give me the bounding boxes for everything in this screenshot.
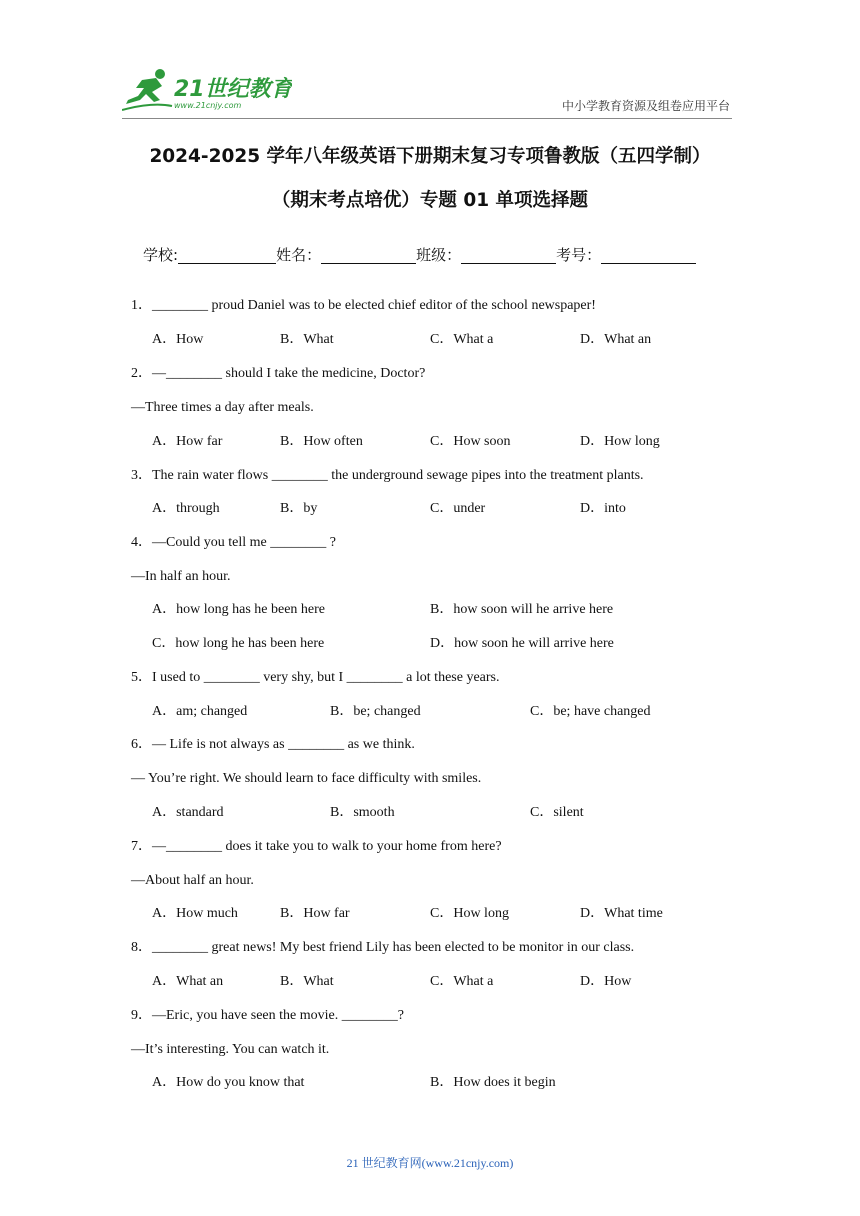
name-blank[interactable]: [321, 244, 416, 264]
option-b[interactable]: B．How does it begin: [430, 1075, 556, 1090]
option-d[interactable]: D．into: [580, 501, 626, 516]
footer-link[interactable]: 21 世纪教育网(www.21cnjy.com): [346, 1156, 514, 1170]
option-c[interactable]: C．silent: [530, 805, 584, 820]
question-stem: 3．The rain water flows ________ the underground sewage pipes into the treatment plants.: [131, 468, 644, 483]
question-answer-line: —About half an hour.: [131, 873, 254, 888]
student-info: [143, 244, 696, 265]
option-a[interactable]: A．How do you know that: [152, 1075, 305, 1090]
option-d[interactable]: D．How: [580, 974, 632, 989]
option-c[interactable]: C．What a: [430, 332, 494, 347]
option-d[interactable]: D．How long: [580, 434, 660, 449]
option-b[interactable]: B．How far: [280, 906, 350, 921]
class-label: 班级：: [416, 246, 462, 264]
number-blank[interactable]: [601, 244, 696, 264]
page-subtitle: （期末考点培优）专题 01 单项选择题: [271, 190, 589, 211]
option-a[interactable]: A．What an: [152, 974, 224, 989]
option-b[interactable]: B．What: [280, 974, 334, 989]
option-c[interactable]: C．How soon: [430, 434, 511, 449]
option-b[interactable]: B．how soon will he arrive here: [430, 602, 614, 617]
option-c[interactable]: C．be; have changed: [530, 704, 651, 719]
option-b[interactable]: B．smooth: [330, 805, 395, 820]
question-stem: 1．________ proud Daniel was to be elected chief editor of the school newspaper!: [131, 298, 596, 313]
option-b[interactable]: B．What: [280, 332, 334, 347]
option-a[interactable]: A．am; changed: [152, 704, 248, 719]
number-label: 考号：: [556, 246, 602, 264]
option-b[interactable]: B．by: [280, 501, 318, 516]
question-stem: 2．—________ should I take the medicine, Doctor?: [131, 366, 426, 381]
question-stem: 8．________ great news! My best friend Lily has been elected to be monitor in our class.: [131, 940, 635, 955]
question-stem: 7．—________ does it take you to walk to your home from here?: [131, 839, 502, 854]
option-b[interactable]: B．How often: [280, 434, 363, 449]
platform-label: 中小学教育资源及组卷应用平台: [561, 99, 730, 113]
option-a[interactable]: A．standard: [152, 805, 224, 820]
option-c[interactable]: C．how long he has been here: [152, 636, 325, 651]
option-a[interactable]: A．How much: [152, 906, 238, 921]
option-d[interactable]: D．What an: [580, 332, 652, 347]
question-answer-line: —Three times a day after meals.: [131, 400, 314, 415]
question-answer-line: — You’re right. We should learn to face difficulty with smiles.: [131, 771, 482, 786]
runner-icon: [122, 66, 292, 116]
option-d[interactable]: D．What time: [580, 906, 663, 921]
option-c[interactable]: C．under: [430, 501, 486, 516]
school-label: 学校:: [143, 246, 179, 264]
name-label: 姓名：: [276, 246, 322, 264]
logo-text: 21世纪教育: [174, 77, 292, 102]
question-stem: 4．—Could you tell me ________ ?: [131, 535, 336, 550]
question-answer-line: —In half an hour.: [131, 569, 231, 584]
school-blank[interactable]: [178, 244, 276, 264]
option-b[interactable]: B．be; changed: [330, 704, 421, 719]
brand-logo: [122, 66, 292, 116]
header-divider: [122, 118, 732, 119]
question-stem: 9．—Eric, you have seen the movie. ________?: [131, 1008, 404, 1023]
option-a[interactable]: A．How: [152, 332, 204, 347]
option-a[interactable]: A．how long has he been here: [152, 602, 326, 617]
option-a[interactable]: A．through: [152, 501, 220, 516]
question-stem: 6．— Life is not always as ________ as we think.: [131, 737, 415, 752]
option-c[interactable]: C．How long: [430, 906, 509, 921]
page-title: 2024-2025 学年八年级英语下册期末复习专项鲁教版（五四学制）: [149, 146, 711, 167]
option-c[interactable]: C．What a: [430, 974, 494, 989]
class-blank[interactable]: [461, 244, 556, 264]
question-stem: 5．I used to ________ very shy, but I ________ a lot these years.: [131, 670, 500, 685]
question-answer-line: —It’s interesting. You can watch it.: [131, 1042, 330, 1057]
option-d[interactable]: D．how soon he will arrive here: [430, 636, 614, 651]
logo-url: www.21cnjy.com: [174, 101, 242, 110]
option-a[interactable]: A．How far: [152, 434, 223, 449]
